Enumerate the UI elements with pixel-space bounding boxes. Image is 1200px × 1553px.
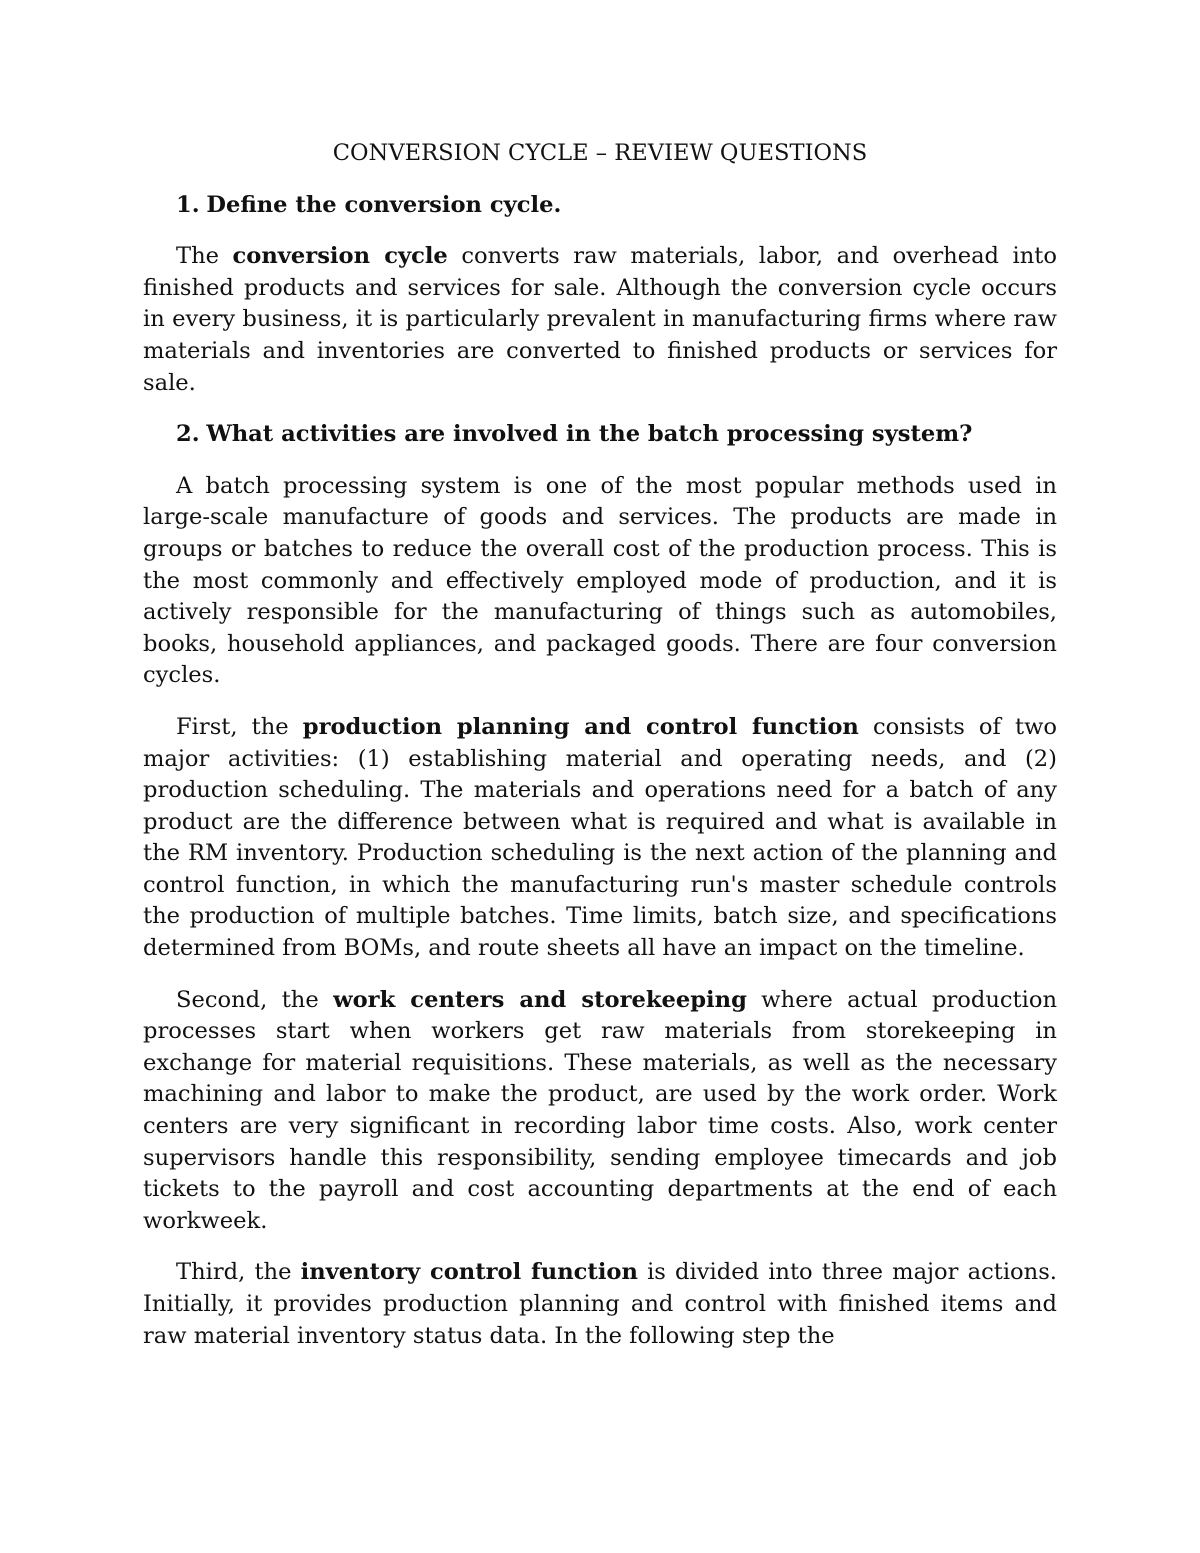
question-2-text: What activities are involved in the batch processing system? [206, 421, 973, 448]
answer-2-first-paragraph [143, 712, 1057, 965]
document-title: CONVERSION CYCLE – REVIEW QUESTIONS [332, 140, 868, 166]
answer-2-third-rest: is divided into three major actions. Initially, it provides production planning and control with finished items and raw material inventory status data. In the following step the [143, 1259, 1057, 1349]
answer-2-second-paragraph [143, 985, 1057, 1238]
document-page [143, 138, 1057, 1352]
answer-2-first-lead: First, the [176, 713, 289, 740]
question-1-number: 1. [176, 191, 200, 218]
answer-1-term: conversion cycle [232, 243, 448, 270]
answer-2-second-lead: Second, the [176, 986, 319, 1013]
answer-1-rest: converts raw materials, labor, and overhead into finished products and services for sale. Although the conversion cycle occurs in every business, it is particularly prevalent in manufacturing firms where raw materials and inventories are converted to finished products or services for sale. [143, 243, 1057, 396]
question-1-text: Define the conversion cycle. [206, 191, 562, 218]
answer-2-third-term: inventory control function [300, 1259, 638, 1286]
answer-2-third-lead: Third, the [176, 1259, 292, 1286]
answer-1-paragraph [143, 241, 1057, 399]
answer-2-first-rest: consists of two major activities: (1) establishing material and operating needs, and (2) production scheduling. The materials and operations need for a batch of any product are the difference between what is required and what is available in the RM inventory. Production scheduling is the next action of the planning and control function, in which the manufacturing run's master schedule controls the production of multiple batches. Time limits, batch size, and specifications determined from BOMs, and route sheets all have an impact on the timeline. [143, 713, 1058, 962]
answer-1-lead: The [176, 243, 219, 270]
answer-2-third-paragraph [143, 1257, 1057, 1352]
answer-2-second-rest: where actual production processes start when workers get raw materials from storekeeping in exchange for material requisitions. These materials, as well as the necessary machining and labor to make the product, are used by the work order. Work centers are very significant in recording labor time costs. Also, work center supervisors handle this responsibility, sending employee timecards and job tickets to the payroll and cost accounting departments at the end of each workweek. [143, 986, 1057, 1234]
answer-2-intro-paragraph: A batch processing system is one of the most popular methods used in large-scale manufacture of goods and services. The products are made in groups or batches to reduce the overall cost of the production process. This is the most commonly and effectively employed mode of production, and it is actively responsible for the manufacturing of things such as automobiles, books, household appliances, and packaged goods. There are four conversion cycles. [143, 472, 1057, 689]
question-1 [143, 190, 1057, 222]
answer-2-second-term: work centers and storekeeping [333, 986, 747, 1013]
question-2 [143, 419, 1057, 451]
answer-2-first-term: production planning and control function [302, 713, 859, 740]
question-2-number: 2. [176, 421, 200, 448]
